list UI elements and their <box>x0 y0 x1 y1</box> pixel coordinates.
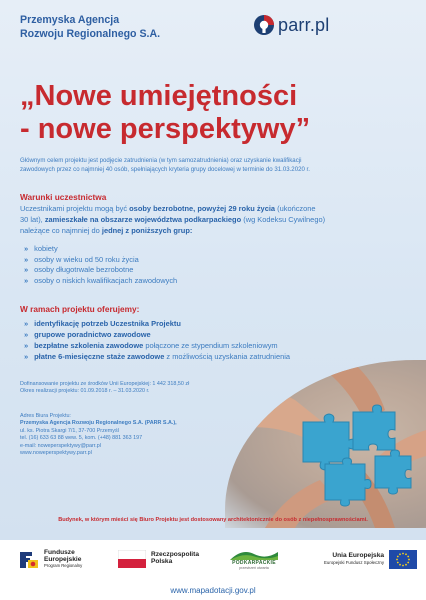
list-item <box>24 244 324 255</box>
conditions-l2-c: (wg Kodeksu Cywilnego) <box>241 214 326 224</box>
offer-list <box>24 318 354 362</box>
ue-line1: Unia Europejska <box>332 551 385 559</box>
chevron-right-icon: » <box>24 341 29 350</box>
parr-logo-text: parr.pl <box>278 14 330 35</box>
list-item-label: kobiety <box>34 244 58 253</box>
office-website: www.noweperspektywy.parr.pl <box>20 450 92 457</box>
rp-line1: Rzeczpospolita <box>151 551 199 559</box>
title-line1: „Nowe umiejętności <box>20 80 298 112</box>
offer-item-2: grupowe poradnictwo zawodowe <box>34 330 151 339</box>
list-item-label: osoby długotrwale bezrobotne <box>34 265 134 275</box>
eu-flag-icon <box>389 550 417 569</box>
agency-name <box>20 14 220 41</box>
puzzle-hands-photo <box>225 360 426 528</box>
conditions-l2-b: zamieszkałe na obszarze województwa podkarpackiego <box>44 214 242 224</box>
unia-europejska-logo <box>324 550 417 569</box>
office-email: e-mail: noweperspektywy@parr.pl <box>20 442 101 449</box>
conditions-l3-b: jednej z poniższych grup: <box>101 225 193 235</box>
ue-line2: Europejski Fundusz Społeczny <box>324 559 385 565</box>
footer-url-link[interactable]: www.mapadotacji.gov.pl <box>170 586 256 595</box>
chevron-right-icon: » <box>24 254 29 264</box>
office-address <box>20 413 250 457</box>
parr-logo-icon <box>253 14 275 36</box>
podkarpackie-logo <box>228 548 280 570</box>
agency-name-line2: Rozwoju Regionalnego S.A. <box>20 27 161 40</box>
fe-line3: Program Regionalny <box>44 563 83 569</box>
office-phone: tel. (16) 633 63 88 wew. 5, kom. (+48) 881 363 197 <box>20 435 143 442</box>
conditions-line3 <box>20 226 415 237</box>
conditions-l1-b: osoby bezrobotne, powyżej 29 roku życia <box>129 204 276 213</box>
podkarpackie-subtext: przestrzeń otwarta <box>239 566 269 570</box>
chevron-right-icon: » <box>24 319 29 328</box>
conditions-heading: Warunki uczestnictwa <box>20 192 107 202</box>
title-line2: - nowe perspektywy” <box>20 113 311 145</box>
puzzle-pieces-image <box>225 360 426 528</box>
unia-europejska-text <box>324 553 384 566</box>
conditions-l1-c: (ukończone <box>275 204 316 213</box>
fundusze-europejskie-text <box>44 550 82 570</box>
fe-line1: Fundusze <box>44 549 75 557</box>
list-item-label: osoby w wieku od 50 roku życia <box>34 254 139 264</box>
agency-name-line1: Przemyska Agencja <box>20 14 120 26</box>
offer-item-4-bold: płatne 6-miesięczne staże zawodowe <box>34 352 165 361</box>
conditions-l3-a: należące co najmniej do <box>20 225 102 235</box>
list-item <box>24 318 354 329</box>
conditions-line2 <box>20 215 415 226</box>
conditions-l2-a: 30 lat), <box>20 214 45 224</box>
podkarpackie-icon <box>230 548 278 560</box>
fe-line2: Europejskie <box>44 555 82 563</box>
chevron-right-icon: » <box>24 244 29 253</box>
intro-line2: zawodowych przez co najmniej 40 osób, spełniających kryteria grupy docelowej w terminie do 31.03.2020 r. <box>20 165 310 173</box>
list-item <box>24 340 354 351</box>
funding-info <box>20 381 250 396</box>
list-item <box>24 255 324 266</box>
funding-period: Okres realizacji projektu: 01.09.2018 r. – 31.03.2020 r. <box>20 388 150 395</box>
accessibility-notice: Budynek, w którym mieści się Biuro Projektu jest dostosowany architektonicznie do osób z niepełnosprawnościami. <box>58 517 368 523</box>
fundusze-europejskie-icon <box>18 550 40 570</box>
fundusze-europejskie-logo <box>18 550 82 570</box>
conditions-group-list <box>24 244 324 286</box>
chevron-right-icon: » <box>24 275 29 285</box>
list-item-label: osoby o niskich kwalifikacjach zawodowych <box>34 275 178 285</box>
conditions-l1-a: Uczestnikami projektu mogą być <box>20 204 130 213</box>
rp-line2: Polska <box>151 558 173 565</box>
chevron-right-icon: » <box>24 352 29 361</box>
conditions-line1 <box>20 204 415 215</box>
office-name: Przemyska Agencja Rozwoju Regionalnego S.A. (PARR S.A.), <box>20 420 177 427</box>
conditions-paragraph <box>20 204 415 236</box>
office-label: Adres Biura Projektu: <box>20 413 71 419</box>
offer-item-3-bold: bezpłatne szkolenia zawodowe <box>34 341 144 350</box>
chevron-right-icon: » <box>24 330 29 339</box>
rzeczpospolita-polska-logo <box>118 550 199 568</box>
podkarpackie-text: PODKARPACKIE <box>232 560 276 566</box>
list-item <box>24 276 324 287</box>
chevron-right-icon: » <box>24 265 29 275</box>
list-item <box>24 329 354 340</box>
rzeczpospolita-polska-text <box>151 552 199 565</box>
polish-flag-icon <box>118 550 146 568</box>
offer-item-3-rest: połączone ze stypendium szkoleniowym <box>143 341 278 350</box>
funding-amount: Dofinansowanie projektu ze środków Unii Europejskiej: 1 442 318,50 zł <box>20 381 190 387</box>
office-street: ul. ks. Piotra Skargi 7/1, 37-700 Przemyśl <box>20 427 119 434</box>
parr-logo <box>253 14 329 36</box>
offer-item-4-rest: z możliwością uzyskania zatrudnienia <box>164 352 291 361</box>
offer-item-1: identyfikację potrzeb Uczestnika Projektu <box>34 319 181 328</box>
offer-heading: W ramach projektu oferujemy: <box>20 304 140 314</box>
intro-line1: Głównym celem projektu jest podjęcie zatrudnienia (w tym samozatrudnienia) oraz uzyskanie kwalifikacji <box>20 157 302 164</box>
intro-paragraph <box>20 157 415 174</box>
list-item <box>24 351 354 362</box>
list-item <box>24 265 324 276</box>
